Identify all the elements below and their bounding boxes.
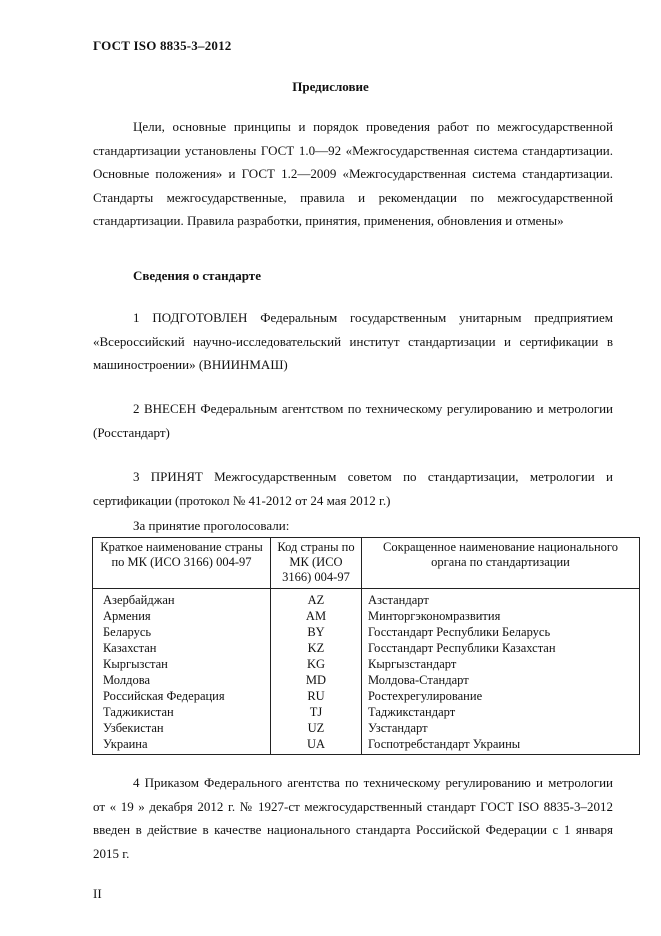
table-row: [93, 704, 640, 720]
country-code: KG: [271, 656, 362, 672]
standards-body: Кыргызстандарт: [362, 656, 640, 672]
country-name: Кыргызстан: [93, 656, 271, 672]
standards-body: Госпотребстандарт Украины: [362, 736, 640, 755]
country-code: TJ: [271, 704, 362, 720]
column-header-agency: Сокращенное наименование национального органа по стандартизации: [362, 538, 640, 589]
country-code: RU: [271, 688, 362, 704]
country-code: UZ: [271, 720, 362, 736]
table-row: [93, 608, 640, 624]
country-name: Беларусь: [93, 624, 271, 640]
standards-body: Таджикстандарт: [362, 704, 640, 720]
standards-body: Молдова-Стандарт: [362, 672, 640, 688]
country-name: Азербайджан: [93, 589, 271, 609]
country-name: Украина: [93, 736, 271, 755]
standards-body: Узстандарт: [362, 720, 640, 736]
standards-body: Ростехрегулирование: [362, 688, 640, 704]
voting-countries-table: [92, 537, 640, 755]
country-code: AM: [271, 608, 362, 624]
country-name: Молдова: [93, 672, 271, 688]
standards-body: Госстандарт Республики Беларусь: [362, 624, 640, 640]
intro-paragraph: Цели, основные принципы и порядок проведения работ по межгосударственной стандартизации установлены ГОСТ 1.0—92 «Межгосударственная система стандартизации. Основные положения» и ГОСТ 1.2—2009 «Межгосударственная система стандартизации. Стандарты межгосударственные, правила и рекомендации по межгосударственной стандартизации. Правила разработки, принятия, применения, обновления и отмены»: [93, 119, 613, 228]
preface-title: Предисловие: [292, 79, 369, 94]
country-code: BY: [271, 624, 362, 640]
table-row: [93, 624, 640, 640]
page-number: II: [93, 886, 102, 901]
country-code: AZ: [271, 589, 362, 609]
country-name: Казахстан: [93, 640, 271, 656]
table-row: [93, 589, 640, 609]
table-row: [93, 672, 640, 688]
item-introduced-paragraph: 2 ВНЕСЕН Федеральным агентством по техническому регулированию и метрологии (Росстандарт): [93, 401, 613, 440]
votes-label: За принятие проголосовали:: [133, 518, 290, 533]
item-adopted-paragraph: 3 ПРИНЯТ Межгосударственным советом по стандартизации, метрологии и сертификации (протокол № 41-2012 от 24 мая 2012 г.): [93, 469, 613, 508]
standards-body: Азстандарт: [362, 589, 640, 609]
country-name: Таджикистан: [93, 704, 271, 720]
country-code: UA: [271, 736, 362, 755]
table-row: [93, 688, 640, 704]
table-header-row: [93, 538, 640, 589]
standards-body: Минторгэкономразвития: [362, 608, 640, 624]
standards-body: Госстандарт Республики Казахстан: [362, 640, 640, 656]
table-row: [93, 640, 640, 656]
country-name: Армения: [93, 608, 271, 624]
item-enacted-paragraph: 4 Приказом Федерального агентства по техническому регулированию и метрологии от « 19 » декабря 2012 г. № 1927-ст межгосударственный стандарт ГОСТ ISO 8835-3–2012 введен в действие в качестве национального стандарта Российской Федерации с 1 января 2015 г.: [93, 775, 613, 861]
table-row: [93, 656, 640, 672]
column-header-code: Код страны по МК (ИСО 3166) 004-97: [271, 538, 362, 589]
item-prepared-paragraph: 1 ПОДГОТОВЛЕН Федеральным государственным унитарным предприятием «Всероссийский научно-исследовательский институт стандартизации и сертификации в машиностроении» (ВНИИНМАШ): [93, 310, 613, 372]
country-code: MD: [271, 672, 362, 688]
column-header-country: Краткое наименование страны по МК (ИСО 3166) 004-97: [93, 538, 271, 589]
table-row: [93, 736, 640, 755]
standard-info-heading: Сведения о стандарте: [133, 268, 261, 283]
country-code: KZ: [271, 640, 362, 656]
table-row: [93, 720, 640, 736]
document-code-header: ГОСТ ISO 8835-3–2012: [93, 38, 232, 53]
country-name: Узбекистан: [93, 720, 271, 736]
country-name: Российская Федерация: [93, 688, 271, 704]
